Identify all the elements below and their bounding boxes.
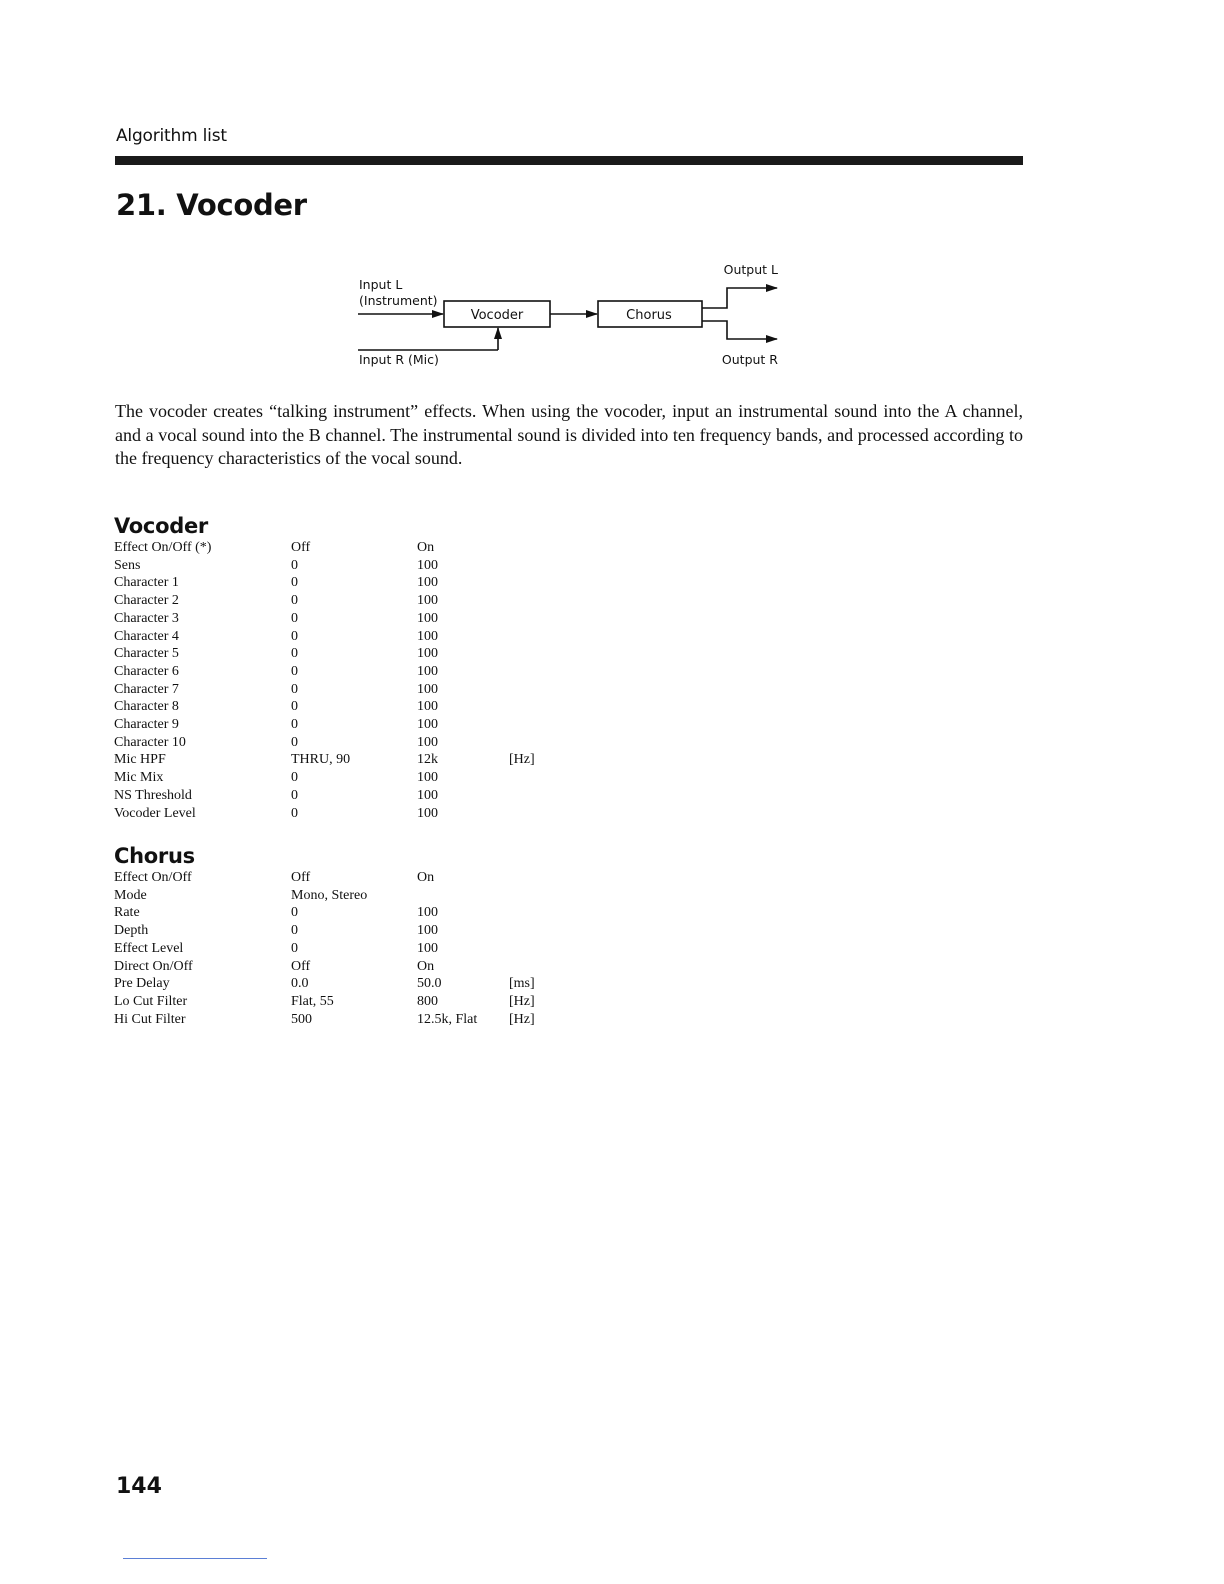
param-name: Pre Delay xyxy=(114,976,170,992)
param-unit xyxy=(509,734,549,752)
param-name: Hi Cut Filter xyxy=(114,1011,186,1027)
param-unit xyxy=(509,539,549,557)
param-unit xyxy=(509,557,549,575)
param-unit xyxy=(509,592,549,610)
signal-flow-diagram xyxy=(350,255,790,375)
param-name: NS Threshold xyxy=(114,787,192,803)
param-max-value: On xyxy=(417,870,435,885)
param-name: Lo Cut Filter xyxy=(114,993,188,1009)
param-unit xyxy=(509,869,549,887)
param-unit xyxy=(509,574,549,592)
param-max-value: 100 xyxy=(417,593,438,609)
vocoder-params-table xyxy=(114,539,549,822)
param-min-value: 0 xyxy=(291,681,298,697)
param-min-value: 0 xyxy=(291,770,298,786)
param-row xyxy=(114,1011,549,1029)
param-unit: [Hz] xyxy=(509,752,535,768)
param-min-value: 500 xyxy=(291,1011,312,1027)
param-row xyxy=(114,958,549,976)
param-row xyxy=(114,922,549,940)
output-l-label: Output L xyxy=(723,262,778,277)
param-row xyxy=(114,734,549,752)
param-unit xyxy=(509,940,549,958)
chorus-block-label: Chorus xyxy=(626,308,672,323)
param-unit xyxy=(509,887,549,905)
param-unit xyxy=(509,904,549,922)
param-row xyxy=(114,592,549,610)
param-unit: [Hz] xyxy=(509,993,535,1009)
param-name: Character 3 xyxy=(114,610,179,626)
footer-link-underline xyxy=(123,1558,267,1559)
chorus-params-table xyxy=(114,869,549,1028)
param-min-value: 0 xyxy=(291,628,298,644)
description-paragraph: The vocoder creates “talking instrument” effects. When using the vocoder, input an instrumental sound into the A channel, and a vocal sound into the B channel. The instrumental sound is divided into ten frequency bands, and processed according to the frequency characteristics of the vocal sound. xyxy=(115,401,1023,468)
param-max-value: 100 xyxy=(417,663,438,679)
param-name: Character 7 xyxy=(114,681,179,697)
param-max-value: 12k xyxy=(417,752,438,768)
param-row xyxy=(114,698,549,716)
param-min-value: 0 xyxy=(291,575,298,591)
param-row xyxy=(114,993,549,1011)
param-min-value: 0 xyxy=(291,557,298,573)
param-min-value: 0.0 xyxy=(291,976,309,992)
param-max-value: 100 xyxy=(417,699,438,715)
param-min-value: 0 xyxy=(291,663,298,679)
param-name: Character 4 xyxy=(114,628,179,644)
param-name: Character 9 xyxy=(114,717,179,733)
param-name: Character 8 xyxy=(114,699,179,715)
param-min-value: 0 xyxy=(291,905,298,921)
input-l-sublabel: (Instrument) xyxy=(359,293,438,308)
vocoder-section-heading: Vocoder xyxy=(114,514,208,538)
param-row xyxy=(114,769,549,787)
param-row xyxy=(114,716,549,734)
param-min-value: 0 xyxy=(291,699,298,715)
param-max-value: 12.5k, Flat xyxy=(417,1011,478,1027)
param-max-value: 100 xyxy=(417,787,438,803)
param-max-value: 800 xyxy=(417,993,438,1009)
param-min-value: 0 xyxy=(291,940,298,956)
param-min-value: Off xyxy=(291,958,311,974)
param-min-value: 0 xyxy=(291,717,298,733)
param-max-value: 100 xyxy=(417,770,438,786)
param-name: Mode xyxy=(114,887,147,903)
param-row xyxy=(114,610,549,628)
param-unit xyxy=(509,681,549,699)
output-r-label: Output R xyxy=(721,352,778,367)
param-min-value: THRU, 90 xyxy=(291,752,351,768)
page-title: 21. Vocoder xyxy=(116,188,307,222)
input-l-label: Input L xyxy=(359,277,403,292)
param-name: Effect On/Off xyxy=(114,870,192,885)
param-min-value: 0 xyxy=(291,923,298,939)
param-unit xyxy=(509,645,549,663)
param-min-value: 0 xyxy=(291,593,298,609)
param-unit xyxy=(509,610,549,628)
output-l-line xyxy=(702,288,777,308)
vocoder-params-body xyxy=(114,539,549,822)
param-max-value: On xyxy=(417,540,435,555)
param-max-value: 100 xyxy=(417,557,438,573)
param-row xyxy=(114,557,549,575)
param-name: Character 10 xyxy=(114,734,186,750)
param-unit xyxy=(509,698,549,716)
param-min-value: 0 xyxy=(291,610,298,626)
param-max-value: On xyxy=(417,958,435,974)
param-name: Character 6 xyxy=(114,663,179,679)
param-max-value: 100 xyxy=(417,628,438,644)
chorus-section-heading: Chorus xyxy=(114,844,195,868)
param-min-value: Off xyxy=(291,870,311,885)
param-name: Mic HPF xyxy=(114,752,166,768)
param-unit xyxy=(509,958,549,976)
param-row xyxy=(114,751,549,769)
param-name: Character 2 xyxy=(114,593,179,609)
param-max-value: 50.0 xyxy=(417,976,442,992)
param-max-value: 100 xyxy=(417,610,438,626)
param-max-value: 100 xyxy=(417,923,438,939)
param-row xyxy=(114,663,549,681)
param-unit xyxy=(509,716,549,734)
section-label: Algorithm list xyxy=(116,126,227,146)
param-max-value: 100 xyxy=(417,905,438,921)
param-row xyxy=(114,787,549,805)
param-unit xyxy=(509,663,549,681)
vocoder-block-label: Vocoder xyxy=(470,308,524,323)
param-min-value: 0 xyxy=(291,646,298,662)
header-rule xyxy=(115,156,1023,165)
param-max-value: 100 xyxy=(417,575,438,591)
param-max-value: 100 xyxy=(417,805,438,821)
param-min-value: 0 xyxy=(291,805,298,821)
param-name: Direct On/Off xyxy=(114,958,193,974)
param-row xyxy=(114,904,549,922)
param-row xyxy=(114,940,549,958)
param-unit xyxy=(509,628,549,646)
param-unit xyxy=(509,805,549,823)
param-max-value: 100 xyxy=(417,940,438,956)
param-row xyxy=(114,539,549,557)
param-max-value: 100 xyxy=(417,646,438,662)
param-row xyxy=(114,574,549,592)
param-min-value: 0 xyxy=(291,787,298,803)
param-min-value: Flat, 55 xyxy=(291,993,334,1009)
param-name: Sens xyxy=(114,557,141,573)
param-max-value: 100 xyxy=(417,734,438,750)
param-row xyxy=(114,887,549,905)
param-max-value: 100 xyxy=(417,717,438,733)
param-unit xyxy=(509,922,549,940)
param-unit xyxy=(509,787,549,805)
param-unit: [ms] xyxy=(509,976,535,992)
param-min-value: Off xyxy=(291,540,311,555)
param-row xyxy=(114,628,549,646)
param-min-value: 0 xyxy=(291,734,298,750)
page-number: 144 xyxy=(116,1474,162,1499)
param-name: Rate xyxy=(114,905,140,921)
output-r-line xyxy=(702,321,777,339)
param-unit xyxy=(509,769,549,787)
param-name: Depth xyxy=(114,923,149,939)
param-name: Character 5 xyxy=(114,646,179,662)
param-min-value: Mono, Stereo xyxy=(291,887,368,903)
param-row xyxy=(114,869,549,887)
param-max-value xyxy=(417,887,509,905)
param-row xyxy=(114,681,549,699)
param-unit: [Hz] xyxy=(509,1011,535,1027)
param-name: Mic Mix xyxy=(114,770,164,786)
param-row xyxy=(114,645,549,663)
chorus-params-body xyxy=(114,869,549,1028)
param-row xyxy=(114,975,549,993)
param-name: Vocoder Level xyxy=(114,805,196,821)
param-name: Effect Level xyxy=(114,940,184,956)
param-name: Character 1 xyxy=(114,575,179,591)
param-max-value: 100 xyxy=(417,681,438,697)
param-row xyxy=(114,805,549,823)
param-name: Effect On/Off (*) xyxy=(114,540,212,555)
input-r-label: Input R (Mic) xyxy=(359,352,439,367)
